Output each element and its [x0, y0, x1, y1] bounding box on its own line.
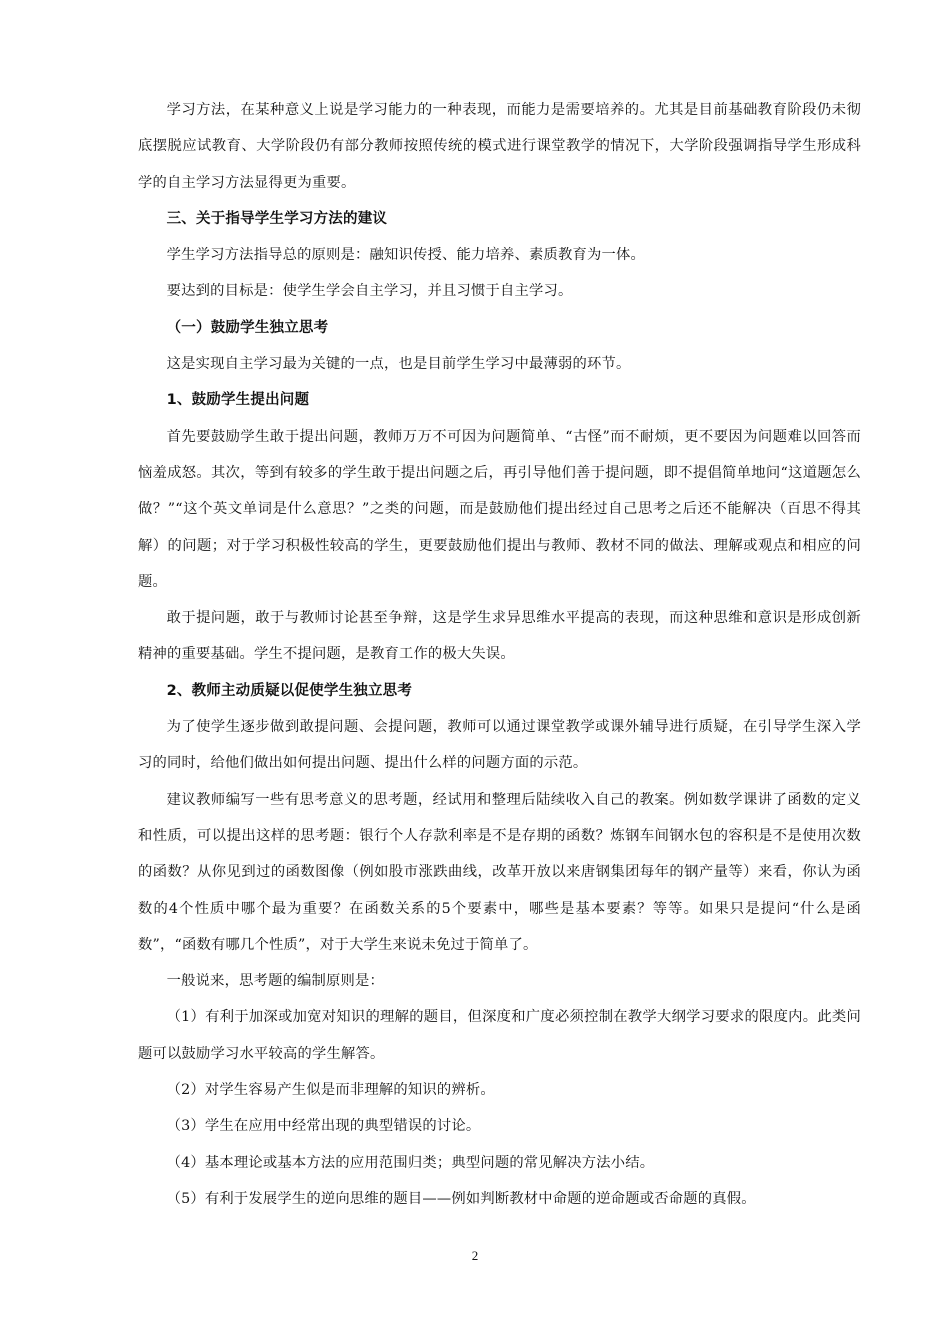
- subsection-heading-teacher-questioning: 2、教师主动质疑以促使学生独立思考: [166, 682, 413, 699]
- paragraph-principles-intro: 一般说来，思考题的编制原则是：: [166, 973, 385, 990]
- paragraph-thinking-questions: 建议教师编写一些有思考意义的思考题，经试用和整理后陆续收入自己的教案。例如数学课讲了函数的定义和性质，可以提出这样的思考题：银行个人存款利率是不是存期的函数？炼钢车间钢水包的容积是不是使用次数的函数？从你见到过的函数图像（例如股市涨跌曲线，改革开放以来唐钢集团每年的钢产量等）来看，你认为函数的4个性质中哪个最为重要？在函数关系的5个要素中，哪些是基本要素？等等。如果只是提问“什么是函数”，“函数有哪几个性质”，对于大学生来说未免过于简单了。: [138, 791, 861, 953]
- page-number: 2: [471, 1248, 479, 1263]
- subsection-heading-ask-questions: 1、鼓励学生提出问题: [166, 392, 310, 409]
- paragraph-teacher-demonstration: 为了使学生逐步做到敢提问题、会提问题，教师可以通过课堂教学或课外辅导进行质疑，在引导学生深入学习的同时，给他们做出如何提出问题、提出什么样的问题方面的示范。: [138, 719, 861, 772]
- list-item-2: （2）对学生容易产生似是而非理解的知识的辨析。: [166, 1082, 495, 1099]
- subsection-heading-independent-thinking: （一）鼓励学生独立思考: [166, 319, 329, 336]
- list-item-4: （4）基本理论或基本方法的应用范围归类；典型问题的常见解决方法小结。: [166, 1154, 655, 1171]
- document-body: [138, 92, 861, 1217]
- paragraph-principle: 学生学习方法指导总的原则是：融知识传授、能力培养、素质教育为一体。: [166, 247, 645, 264]
- paragraph-goal: 要达到的目标是：使学生学会自主学习，并且习惯于自主学习。: [166, 283, 573, 300]
- paragraph-encourage-questions: 首先要鼓励学生敢于提出问题，教师万万不可因为问题简单、“古怪”而不耐烦，更不要因为问题难以回答而恼羞成怒。其次，等到有较多的学生敢于提出问题之后，再引导他们善于提问题，即不提倡简单地问“这道题怎么做？”“这个英文单词是什么意思？”之类的问题，而是鼓励他们提出经过自己思考之后还不能解决（百思不得其解）的问题；对于学习积极性较高的学生，更要鼓励他们提出与教师、教材不同的做法、理解或观点和相应的问题。: [138, 428, 861, 590]
- list-item-3: （3）学生在应用中经常出现的典型错误的讨论。: [166, 1118, 481, 1135]
- list-item-5: （5）有利于发展学生的逆向思维的题目——例如判断教材中命题的逆命题或否命题的真假。: [166, 1190, 756, 1207]
- paragraph-key-point: 这是实现自主学习最为关键的一点，也是目前学生学习中最薄弱的环节。: [166, 356, 631, 373]
- paragraph-learning-method: 学习方法，在某种意义上说是学习能力的一种表现，而能力是需要培养的。尤其是目前基础教育阶段仍未彻底摆脱应试教育、大学阶段仍有部分教师按照传统的模式进行课堂教学的情况下，大学阶段强调指导学生形成科学的自主学习方法显得更为重要。: [138, 102, 861, 191]
- paragraph-dare-to-ask: 敢于提问题，敢于与教师讨论甚至争辩，这是学生求异思维水平提高的表现，而这种思维和意识是形成创新精神的重要基础。学生不提问题，是教育工作的极大失误。: [138, 610, 861, 663]
- section-heading-suggestions: 三、关于指导学生学习方法的建议: [166, 210, 388, 227]
- list-item-1: （1）有利于加深或加宽对知识的理解的题目，但深度和广度必须控制在教学大纲学习要求的限度内。此类问题可以鼓励学习水平较高的学生解答。: [138, 1009, 861, 1062]
